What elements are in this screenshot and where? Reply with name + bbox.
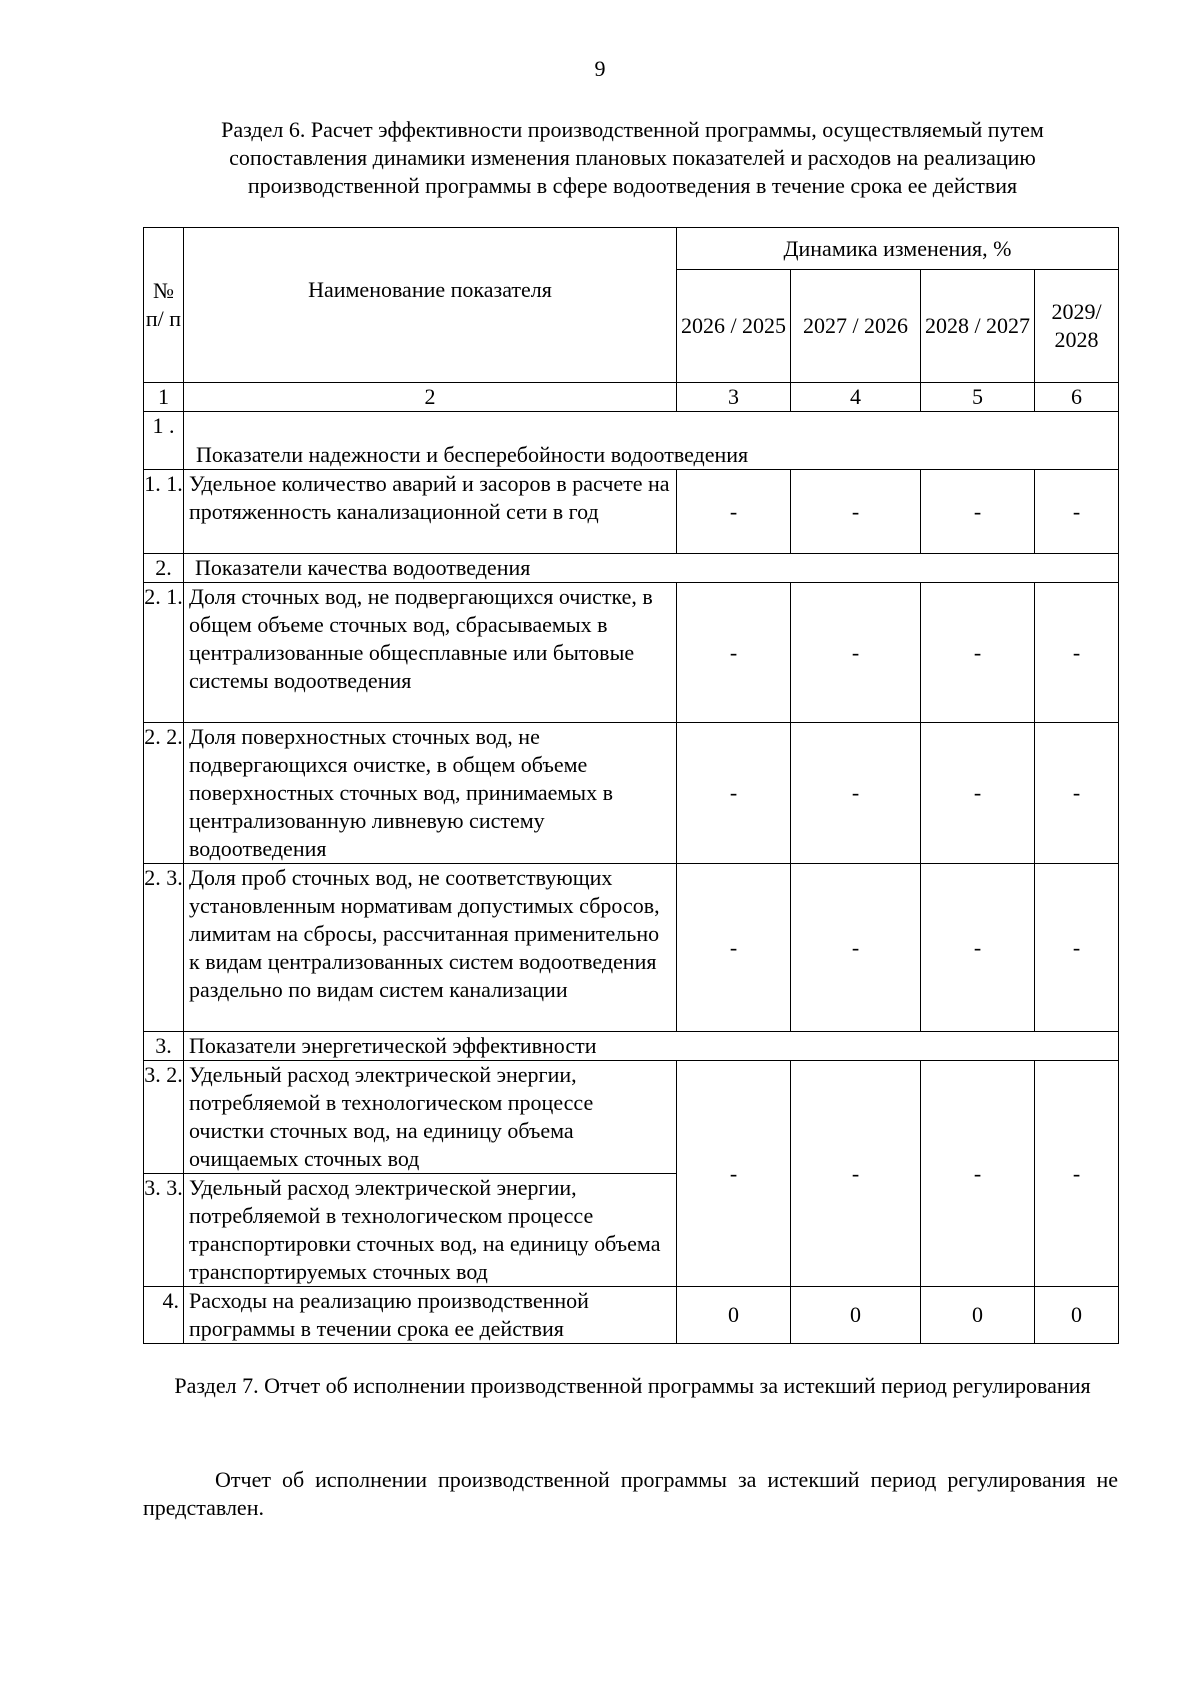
page-number: 9 <box>594 56 606 81</box>
value-cell: - <box>1035 723 1119 864</box>
column-number: 3 <box>677 383 791 412</box>
header-period: 2029/ 2028 <box>1035 270 1119 383</box>
table-row <box>144 723 1119 864</box>
row-num: 2. 3. <box>144 864 184 1032</box>
value-cell: 0 <box>921 1287 1035 1344</box>
indicator-name: Расходы на реализацию производственной программы в течении срока ее действия <box>184 1287 677 1344</box>
value-cell: - <box>677 583 791 723</box>
section-row-2 <box>144 554 1119 583</box>
section-row-1 <box>144 412 1119 470</box>
column-number: 4 <box>791 383 921 412</box>
section-row-3 <box>144 1032 1119 1061</box>
value-cell: - <box>1035 470 1119 554</box>
column-number: 2 <box>184 383 677 412</box>
row-num: 3. <box>144 1032 184 1061</box>
row-num: 2. <box>144 554 184 583</box>
header-period: 2028 / 2027 <box>921 270 1035 383</box>
table-row <box>144 583 1119 723</box>
value-cell: - <box>677 723 791 864</box>
indicator-name: Удельный расход электрической энергии, потребляемой в технологическом процессе транспортировки сточных вод, на единицу объема транспортируемых сточных вод <box>184 1174 677 1287</box>
indicator-name: Удельный расход электрической энергии, потребляемой в технологическом процессе очистки сточных вод, на единицу объема очищаемых сточных вод <box>184 1061 677 1174</box>
column-number-row <box>144 383 1119 412</box>
indicator-name: Доля поверхностных сточных вод, не подвергающихся очистке, в общем объеме поверхностных сточных вод, принимаемых в централизованную ливневую систему водоотведения <box>184 723 677 864</box>
value-cell: - <box>791 723 921 864</box>
value-cell: - <box>677 470 791 554</box>
header-period: 2026 / 2025 <box>677 270 791 383</box>
header-dynamics: Динамика изменения, % <box>677 228 1119 270</box>
row-num: 2. 2. <box>144 723 184 864</box>
column-number: 6 <box>1035 383 1119 412</box>
section-1-title: Показатели надежности и бесперебойности водоотведения <box>184 412 1119 470</box>
value-cell: - <box>677 1061 791 1287</box>
header-num: № п/ п <box>144 228 184 383</box>
value-cell: - <box>921 1061 1035 1287</box>
column-number: 1 <box>144 383 184 412</box>
row-num: 4. <box>144 1287 184 1344</box>
table-row <box>144 864 1119 1032</box>
row-num: 1. 1. <box>144 470 184 554</box>
value-cell: 0 <box>791 1287 921 1344</box>
value-cell: - <box>1035 864 1119 1032</box>
table-row <box>144 1061 1119 1174</box>
table-row <box>144 1287 1119 1344</box>
table-row <box>144 470 1119 554</box>
efficiency-table <box>143 227 1119 1344</box>
section-2-title: Показатели качества водоотведения <box>184 554 1119 583</box>
value-cell: - <box>921 583 1035 723</box>
value-cell: - <box>791 864 921 1032</box>
section-3-title: Показатели энергетической эффективности <box>184 1032 1119 1061</box>
value-cell: - <box>791 470 921 554</box>
section-6-title: Раздел 6. Расчет эффективности производственной программы, осуществляемый путем сопоставления динамики изменения плановых показателей и расходов на реализацию производственной программы в сфере водоотведения в течение срока ее действия <box>221 117 1044 198</box>
value-cell: - <box>1035 1061 1119 1287</box>
indicator-name: Доля проб сточных вод, не соответствующих установленным нормативам допустимых сбросов, лимитам на сбросы, рассчитанная применительно к видам централизованных систем водоотведения раздельно по видам систем канализации <box>184 864 677 1032</box>
value-cell: 0 <box>1035 1287 1119 1344</box>
value-cell: 0 <box>677 1287 791 1344</box>
section-7-title: Раздел 7. Отчет об исполнении производственной программы за истекший период регулирования <box>174 1373 1091 1398</box>
header-name: Наименование показателя <box>184 228 677 383</box>
value-cell: - <box>921 723 1035 864</box>
row-num: 3. 3. <box>144 1174 184 1287</box>
indicator-name: Удельное количество аварий и засоров в расчете на протяженность канализационной сети в год <box>184 470 677 554</box>
indicator-name: Доля сточных вод, не подвергающихся очистке, в общем объеме сточных вод, сбрасываемых в централизованные общесплавные или бытовые системы водоотведения <box>184 583 677 723</box>
header-period: 2027 / 2026 <box>791 270 921 383</box>
value-cell: - <box>791 1061 921 1287</box>
value-cell: - <box>921 864 1035 1032</box>
row-num: 3. 2. <box>144 1061 184 1174</box>
value-cell: - <box>1035 583 1119 723</box>
row-num: 2. 1. <box>144 583 184 723</box>
value-cell: - <box>791 583 921 723</box>
column-number: 5 <box>921 383 1035 412</box>
value-cell: - <box>677 864 791 1032</box>
report-paragraph: Отчет об исполнении производственной программы за истекший период регулирования не представлен. <box>143 1467 1118 1520</box>
value-cell: - <box>921 470 1035 554</box>
row-num: 1 . <box>144 412 184 470</box>
table-header-row <box>144 228 1119 270</box>
